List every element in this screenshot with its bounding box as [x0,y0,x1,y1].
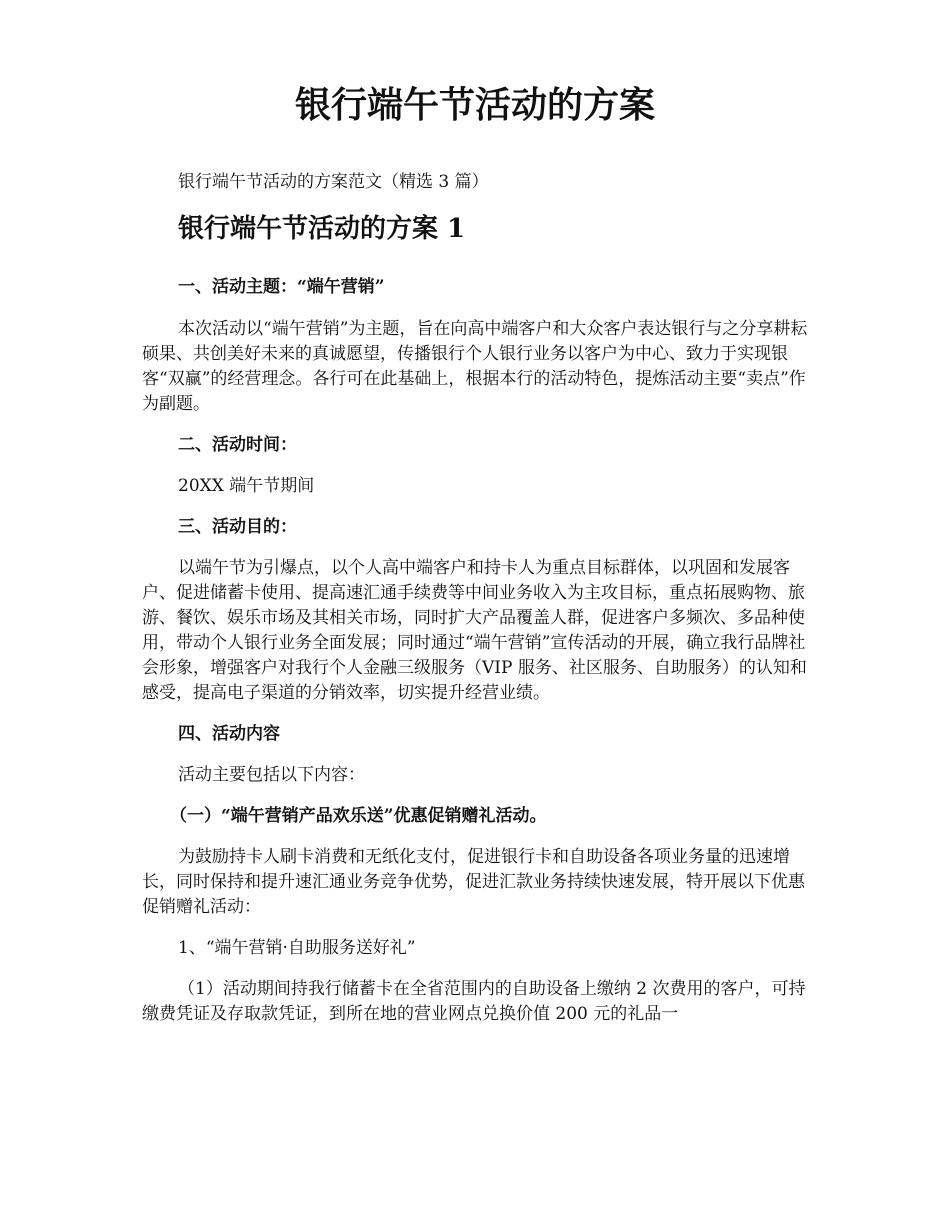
list-item-1-1: （1）活动期间持我行储蓄卡在全省范围内的自助设备上缴纳 2 次费用的客户，可持缴费凭证及存取款凭证，到所在地的营业网点兑换价值 200 元的礼品一 [142,979,806,1024]
heading-activity-goal: 三、活动目的： [178,517,297,537]
document-body [142,168,812,1027]
paragraph-activity-time: 20XX 端午节期间 [178,476,315,496]
section-title: 银行端午节活动的方案 1 [178,214,466,244]
list-item-1: 1、“端午营销·自助服务送好礼” [178,938,416,958]
document-subtitle: 银行端午节活动的方案范文（精选 3 篇） [178,172,489,192]
paragraph-activity-goal: 以端午节为引爆点，以个人高中端客户和持卡人为重点目标群体，以巩固和发展客户、促进储蓄卡使用、提高速汇通手续费等中间业务收入为主攻目标，重点拓展购物、旅游、餐饮、娱乐市场及其相关市场，同时扩大产品覆盖人群，促进客户多频次、多品种使用，带动个人银行业务全面发展；同时通过“端午营销”宣传活动的开展，确立我行品牌社会形象，增强客户对我行个人金融三级服务（VIP 服务、社区服务、自助服务）的认知和感受，提高电子渠道的分销效率，切实提升经营业绩。 [142,558,807,703]
heading-activity-content: 四、活动内容 [178,724,280,744]
heading-activity-time: 二、活动时间： [178,435,297,455]
paragraph-activity-theme: 本次活动以“端午营销”为主题，旨在向高中端客户和大众客户表达银行与之分享耕耘硕果、共创美好未来的真诚愿望，传播银行个人银行业务以客户为中心、致力于实现银客“双赢”的经营理念。各行可在此基础上，根据本行的活动特色，提炼活动主要“卖点”作为副题。 [142,319,808,414]
paragraph-sub-section-1: 为鼓励持卡人刷卡消费和无纸化支付，促进银行卡和自助设备各项业务量的迅速增长，同时保持和提升速汇通业务竞争优势，促进汇款业务持续快速发展，特开展以下优惠促销赠礼活动： [142,847,805,917]
heading-activity-theme: 一、活动主题：“端午营销” [178,277,385,297]
paragraph-content-intro: 活动主要包括以下内容： [178,765,365,785]
heading-sub-section-1: （一）“端午营销产品欢乐送”优惠促销赠礼活动。 [170,806,547,826]
document-title: 银行端午节活动的方案 [294,84,655,126]
